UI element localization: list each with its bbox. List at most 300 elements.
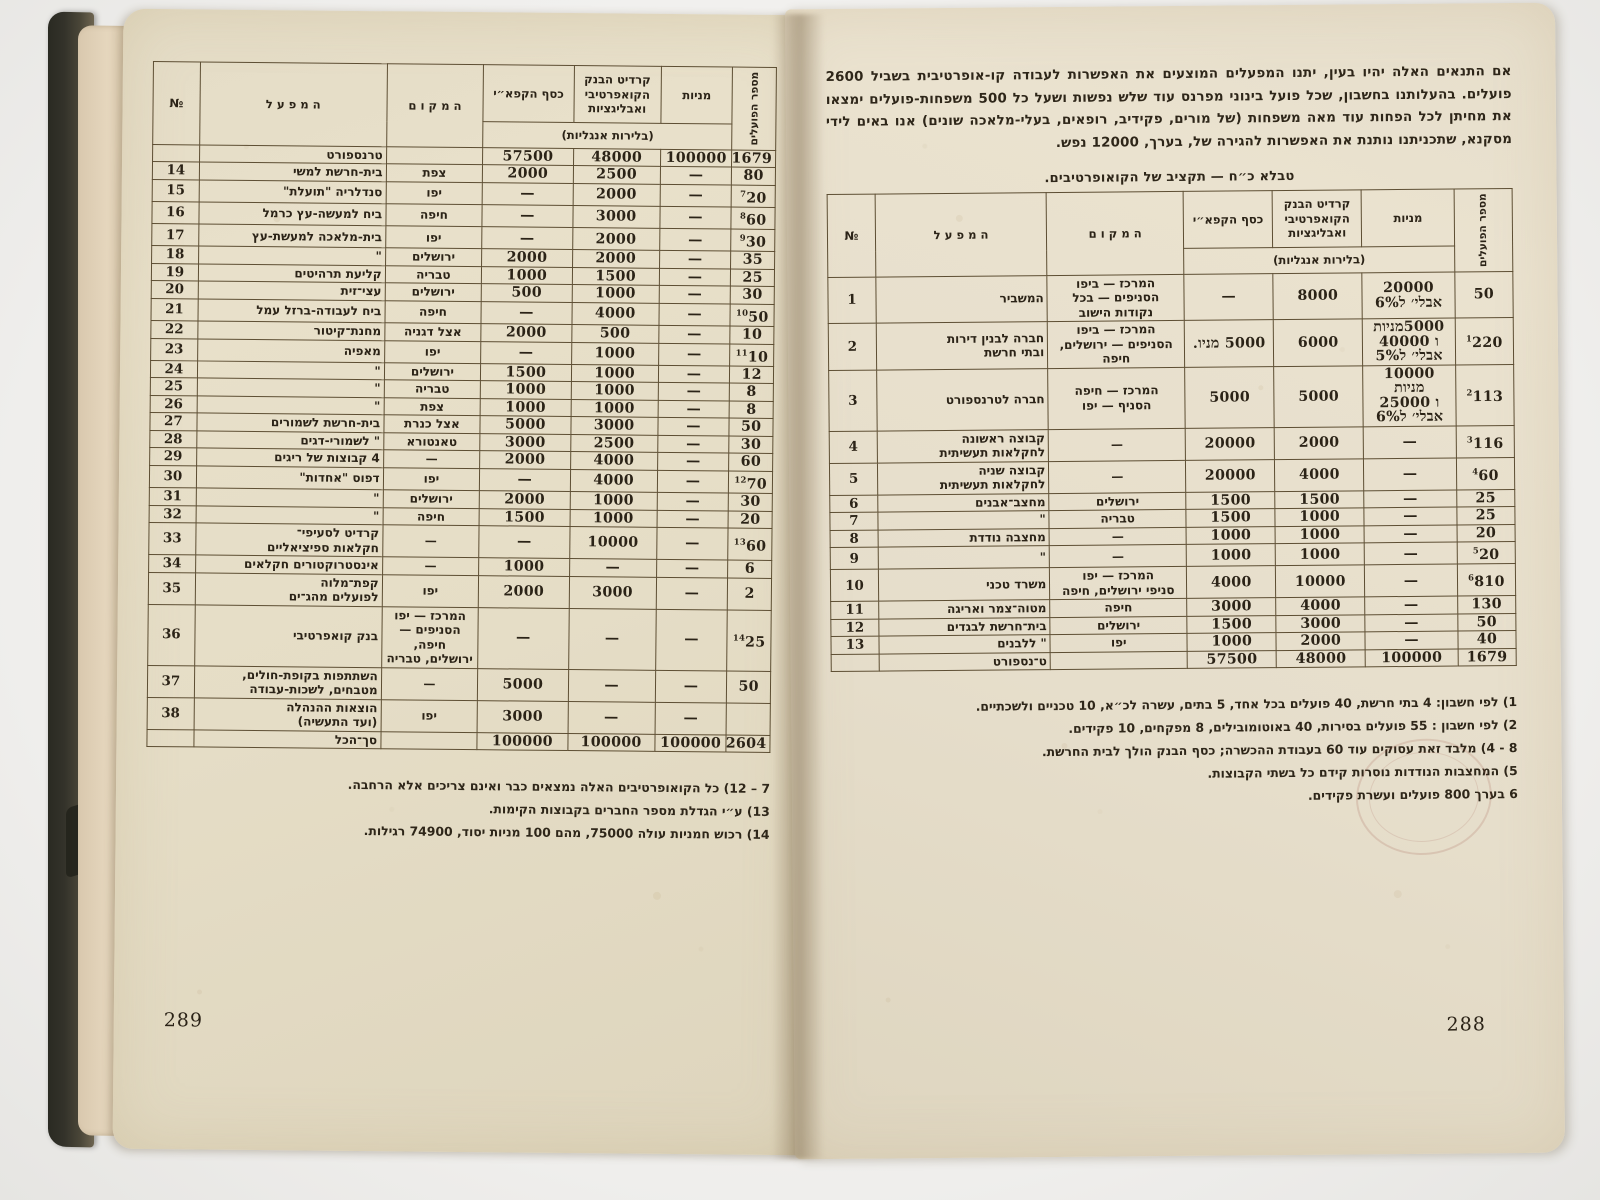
cell-bank-credit: 1000 <box>1275 543 1364 566</box>
cell-number: 30 <box>149 465 196 488</box>
header-shares: מניות <box>1361 189 1454 247</box>
cell-fund-money: 4000 <box>1187 566 1276 599</box>
cell-workers: $^{14}$25 <box>727 610 771 671</box>
cell-enterprise: מטוה־צמר ואריגה <box>879 600 1050 619</box>
cell-enterprise: קרדיט לסעיפי־ חקלאות ספיציאליים <box>195 523 382 557</box>
cell-workers: 40 <box>1458 631 1516 649</box>
cell-bank-credit: 10000 <box>1276 565 1365 598</box>
cell-enterprise: " <box>878 511 1049 530</box>
cell-place: — <box>382 525 479 558</box>
header-workers: מספר הפועלים <box>732 67 776 150</box>
cell-fund-money: 1000 <box>480 399 570 417</box>
book-gutter-shadow <box>772 14 824 1159</box>
cell-workers <box>726 703 770 735</box>
cell-workers: 35 <box>731 252 775 270</box>
cell-enterprise: השתתפות בקופת-חולים, מטבחים, לשכות-עבודה <box>194 666 381 700</box>
cell-bank-credit: 2500 <box>573 166 660 184</box>
cell-shares: — <box>1364 507 1457 525</box>
cell-shares: — <box>1364 542 1457 565</box>
footnote-marker: 5 <box>1472 545 1480 556</box>
cell-place: — <box>382 557 479 575</box>
cell-fund-money: 1000 <box>480 381 570 399</box>
cell-place: טבריה <box>1049 510 1186 529</box>
footnote-marker: 8 <box>739 210 747 221</box>
cell-number: 38 <box>147 697 194 729</box>
cell-workers: 12 <box>730 366 774 384</box>
cell-enterprise: מחצב־אבנים <box>878 493 1049 512</box>
cell-workers: $^{11}$10 <box>730 344 774 367</box>
cell-workers: 25 <box>1457 507 1515 525</box>
cell-bank-credit: 1000 <box>1275 526 1364 544</box>
right-page-content <box>785 3 1565 1160</box>
cell-place: טאנטורא <box>383 433 480 451</box>
cell-place: ירושלים <box>383 490 480 508</box>
cell-number: 37 <box>147 665 194 697</box>
transfer-workers: 1679 <box>732 150 776 168</box>
cell-shares: — <box>656 560 728 578</box>
cell-enterprise: ביח למעשה-עץ כרמל <box>199 202 386 226</box>
cell-enterprise: קפת־מלוה לפועלים מהג־ים <box>195 573 382 607</box>
left-page-content <box>113 9 814 1156</box>
cell-number: 33 <box>149 523 196 555</box>
cell-bank-credit: — <box>568 669 656 702</box>
cell-enterprise: מאפיה <box>197 339 384 363</box>
cell-enterprise: " <box>198 246 385 265</box>
cell-fund-money: 1500 <box>481 364 571 382</box>
paper-foxing-spot <box>273 215 280 222</box>
cell-enterprise: חברה לטרנספורט <box>877 368 1049 430</box>
cell-bank-credit: 1000 <box>571 382 658 400</box>
total-row-shares: 100000 <box>655 734 727 752</box>
cell-place: חיפה <box>386 204 483 227</box>
cell-number: 1 <box>828 277 876 324</box>
transfer-total-row-fund: 57500 <box>1187 651 1276 669</box>
table-row <box>828 271 1513 323</box>
left-footnote-1: 7 – 12) כל הקואופרטיבים האלה נמצאים כבר ואינם צריכים אלא הרחבה. <box>347 777 771 797</box>
cell-fund-money: 5000 <box>478 668 569 701</box>
cell-fund-money: — <box>478 607 569 669</box>
cell-place: יפו <box>385 226 482 249</box>
cell-fund-money: 5000 מניו. <box>1184 320 1273 367</box>
footnote-marker: 7 <box>740 188 747 199</box>
cell-number: 36 <box>148 604 195 665</box>
total-row-fund: 100000 <box>477 732 567 750</box>
cell-workers: 50 <box>1458 614 1516 632</box>
cell-workers: 60 <box>729 453 773 471</box>
cell-shares: — <box>1365 632 1458 650</box>
left-footnote-2: 13) ע״י הגדלת מספר החברים בקבוצות הקימות. <box>488 801 770 820</box>
cell-enterprise: ביח לעבודה-ברזל עמל <box>198 299 385 323</box>
cell-fund-money: 2000 <box>483 165 573 183</box>
cell-bank-credit: 2000 <box>572 228 659 251</box>
cell-enterprise: בית-חרשת לשמורים <box>197 413 384 432</box>
header-units: (בלירות אנגליות) <box>483 122 732 150</box>
right-footnote-4: 5) המחצבות הנודדות נוסרות קידם כל בשתי הקבוצות. <box>1207 763 1518 782</box>
cell-shares: — <box>659 286 731 304</box>
left-table-header-row <box>153 62 777 125</box>
cell-bank-credit: 1000 <box>1275 508 1364 526</box>
cell-place: יפו <box>382 574 479 607</box>
cell-shares: — <box>658 365 730 383</box>
cell-number: 15 <box>152 179 199 202</box>
cell-number: 8 <box>830 530 878 548</box>
cell-shares: — <box>658 343 730 366</box>
cell-workers: $^4$60 <box>1456 457 1514 490</box>
cell-bank-credit: 2000 <box>1274 427 1363 460</box>
cell-place: טבריה <box>384 380 481 398</box>
paper-foxing-spot <box>358 741 364 747</box>
cell-bank-credit: 2000 <box>1276 632 1365 650</box>
cell-shares: — <box>656 528 728 561</box>
cell-workers: 25 <box>731 269 775 287</box>
cell-enterprise: מחצבה נודדת <box>878 528 1049 547</box>
footnote-marker: 14 <box>732 632 746 643</box>
cell-enterprise: 4 קבוצות של ריגים <box>196 448 383 467</box>
cell-bank-credit: 8000 <box>1273 273 1362 320</box>
cell-bank-credit: 3000 <box>1276 615 1365 633</box>
cell-shares: — <box>660 184 732 207</box>
paper-foxing-spot <box>1061 743 1067 749</box>
cell-shares: — <box>1365 565 1458 598</box>
cell-shares: — <box>659 229 731 252</box>
header-workers: מספר הפועלים <box>1454 189 1513 272</box>
cell-fund-money: 3000 <box>480 434 570 452</box>
cell-place: — <box>381 667 478 700</box>
right-footnote-3: 8 - 4) מלבד זאת עסוקים עוד 60 בעבודת ההכשרה; כסף הבנק הולך לבית החרשת. <box>1041 740 1518 760</box>
cell-enterprise: " <box>197 378 384 397</box>
cell-shares: 5000מניות ו 40000 אבלי׳ ל5% <box>1363 318 1456 365</box>
left-budget-table <box>146 61 777 753</box>
cell-fund-money: 1500 <box>1186 509 1275 527</box>
paper-foxing-spot <box>1393 890 1401 898</box>
right-table-body <box>828 271 1516 672</box>
cell-enterprise: הוצאות ההנהלה (ועד התעשיה) <box>194 698 381 732</box>
cell-bank-credit: 6000 <box>1273 319 1362 366</box>
cell-bank-credit: 4000 <box>570 452 657 470</box>
cell-fund-money: 2000 <box>480 451 570 469</box>
cell-workers: $^{12}$70 <box>729 471 773 494</box>
footnote-marker: 12 <box>734 474 747 485</box>
total-row-credit: 100000 <box>567 733 654 751</box>
cell-bank-credit: 3000 <box>569 576 657 609</box>
footnote-marker: 3 <box>1466 434 1474 445</box>
paper-foxing-spot <box>653 892 661 900</box>
table-row <box>828 318 1513 370</box>
paper-foxing-spot <box>1258 385 1263 390</box>
cell-number: 23 <box>151 338 198 361</box>
cell-bank-credit: 1000 <box>571 364 658 382</box>
cell-place: המרכז — יפו סניפי ירושלים, חיפה <box>1050 567 1187 600</box>
footnote-marker: 2 <box>1466 387 1473 398</box>
transfer-total-row-shares: 100000 <box>1365 649 1458 667</box>
cell-fund-money: 500 <box>481 284 571 302</box>
cell-shares: — <box>658 383 730 401</box>
cell-fund-money: 1000 <box>482 267 572 285</box>
cell-shares: 20000 אבלי׳ ל6% <box>1362 272 1455 319</box>
cell-enterprise: בית-מלאכה למעשת-עץ <box>198 224 385 248</box>
cell-shares: — <box>657 493 729 511</box>
cell-fund-money: — <box>482 205 573 228</box>
header-enterprise: ה מ פ ע ל <box>875 193 1047 277</box>
cell-place: אצל כנרת <box>384 415 481 433</box>
cell-enterprise: " <box>197 361 384 380</box>
right-budget-table <box>827 188 1517 672</box>
cell-enterprise: קבוצה שניה לחקלאות תעשיתית <box>877 461 1049 494</box>
cell-workers: 6 <box>728 560 772 578</box>
cell-fund-money: 1000 <box>1187 633 1276 651</box>
cell-workers: $^7$20 <box>732 185 776 208</box>
cell-fund-money: — <box>482 227 573 250</box>
cell-number: 12 <box>831 619 879 637</box>
cell-number: 24 <box>150 360 197 378</box>
cell-place: — <box>383 450 480 468</box>
cell-place: חיפה <box>1050 599 1187 618</box>
transfer-total-row-workers: 1679 <box>1458 649 1516 667</box>
cell-number: 4 <box>829 431 877 463</box>
cell-place: — <box>1049 545 1186 568</box>
cell-shares: — <box>1364 458 1457 491</box>
cell-place: — <box>1049 460 1186 493</box>
cell-shares: — <box>658 418 730 436</box>
cell-workers: 130 <box>1457 596 1515 614</box>
cell-workers: 10 <box>730 326 774 344</box>
cell-workers: 20 <box>1457 524 1515 542</box>
footnote-marker: 1 <box>1465 333 1473 344</box>
left-page-notes <box>146 773 771 845</box>
right-page <box>785 3 1565 1160</box>
cell-workers: 30 <box>731 287 775 305</box>
cell-shares: — <box>660 167 732 185</box>
cell-shares: — <box>660 206 732 229</box>
cell-workers: $^{10}$50 <box>730 304 774 327</box>
cell-enterprise: בית-חרשת למשי <box>199 162 386 181</box>
cell-number: 35 <box>148 572 195 604</box>
transfer-number <box>153 144 200 162</box>
cell-workers: 8 <box>729 401 773 419</box>
cell-number: 32 <box>149 505 196 523</box>
cell-enterprise: המשביר <box>876 275 1048 323</box>
header-place: ה מ ק ו ם <box>386 64 483 148</box>
cell-fund-money: 1000 <box>479 558 569 576</box>
cell-number: 28 <box>150 430 197 448</box>
cell-fund-money: 1000 <box>1186 526 1275 544</box>
total-row-place <box>381 731 478 749</box>
cell-place: יפו <box>383 468 480 491</box>
cell-enterprise: משרד טכני <box>878 568 1050 601</box>
transfer-shares: 100000 <box>660 149 732 167</box>
cell-shares: — <box>657 453 729 471</box>
cell-number: 16 <box>152 201 199 224</box>
cell-fund-money: 3000 <box>477 700 568 733</box>
cell-number: 19 <box>151 263 198 281</box>
cell-bank-credit: 4000 <box>1276 597 1365 615</box>
cell-workers: 2 <box>728 578 772 610</box>
cell-number: 2 <box>828 323 876 370</box>
left-page <box>113 9 814 1156</box>
right-footnote-1: 1) לפי חשבון: 4 בתי חרשת, 40 פועלים בכל אחד, 5 בתים, עשרה לכ״א, 10 טכניים ולשכתיים. <box>975 694 1518 715</box>
left-footnote-3: 14) רכוש חמניות עולה 75000, מהם 100 מניות יסוד, 74900 רגילות. <box>363 823 770 843</box>
transfer-total-row-label: ט־נספורט <box>879 653 1050 672</box>
cell-number: 18 <box>152 246 199 264</box>
cell-workers: $^1$220 <box>1455 318 1514 365</box>
cell-enterprise: עצי־זית <box>198 281 385 300</box>
total-row-workers: 2604 <box>726 735 770 753</box>
cell-workers: $^9$30 <box>731 229 775 252</box>
footnote-marker: 10 <box>735 307 749 318</box>
cell-fund-money: 2000 <box>478 575 569 608</box>
cell-fund-money: 20000 <box>1185 427 1274 460</box>
cell-shares: — <box>657 470 729 493</box>
table-row <box>829 364 1515 431</box>
transfer-total-row-number <box>831 654 879 672</box>
cell-fund-money: — <box>480 469 571 492</box>
transfer-total-row-place <box>1050 651 1187 670</box>
cell-shares: — <box>655 670 727 703</box>
cell-number: 11 <box>831 602 879 620</box>
header-fund-money: כסף הקפא״י <box>1183 191 1273 249</box>
cell-bank-credit: 500 <box>571 325 658 343</box>
cell-workers: 30 <box>729 436 773 454</box>
cell-place: המרכז — חיפה הסניף — יפו <box>1048 367 1186 429</box>
cell-fund-money: 2000 <box>481 324 571 342</box>
cell-workers: 80 <box>732 167 776 185</box>
table-caption: טבלא כ״ח — תקציב של הקואופרטיבים. <box>1044 168 1295 187</box>
footnote-marker: 6 <box>1468 572 1475 583</box>
cell-enterprise: " <box>878 546 1049 570</box>
cell-place: — <box>1048 428 1185 461</box>
cell-place: המרכז — יפו הסניפים — חיפה, ירושלים, טבריה <box>381 606 478 668</box>
cell-fund-money: 1500 <box>479 508 569 526</box>
right-footnote-2: 2) לפי חשבון : 55 פועלים בסירות, 40 באוטומובילים, 8 מפקחים, 10 פקידים. <box>1068 717 1518 737</box>
cell-fund-money: 2000 <box>482 249 572 267</box>
cell-place: ירושלים <box>1050 616 1187 635</box>
cell-place: יפו <box>1050 634 1187 653</box>
cell-shares: 10000 מניות ו 25000 אבלי׳ ל6% <box>1363 365 1456 427</box>
cell-shares: — <box>655 609 727 671</box>
cell-workers: 30 <box>729 493 773 511</box>
cell-workers: 20 <box>728 511 772 529</box>
cell-place: יפו <box>386 181 483 204</box>
cell-place: ירושלים <box>385 283 482 301</box>
cell-shares: — <box>656 577 728 610</box>
header-number: № <box>827 194 876 277</box>
cell-fund-money: 2000 <box>479 491 569 509</box>
cell-shares: — <box>1364 490 1457 508</box>
cell-enterprise: " <box>196 506 383 525</box>
cell-place: חיפה <box>385 301 482 324</box>
cell-bank-credit: 2500 <box>570 434 657 452</box>
cell-number: 7 <box>830 512 878 530</box>
cell-bank-credit: — <box>569 559 656 577</box>
right-table-header-row <box>827 189 1512 252</box>
header-fund-money: כסף הקפא״י <box>483 65 574 123</box>
cell-workers: 8 <box>730 383 774 401</box>
cell-shares: — <box>657 510 729 528</box>
cell-enterprise: סנדלריה "תועלת" <box>199 180 386 204</box>
cell-number: 3 <box>829 370 877 431</box>
transfer-label: טרנספורט <box>199 145 386 164</box>
cell-bank-credit: 2000 <box>573 183 660 206</box>
footnote-marker: 13 <box>733 536 747 547</box>
cell-place: יפו <box>384 340 481 363</box>
cell-number: 9 <box>830 547 878 570</box>
cell-enterprise: קבוצה ראשונה לחקלאות תעשיתית <box>877 429 1049 462</box>
cell-number: 34 <box>149 555 196 573</box>
cell-shares: — <box>1363 426 1456 459</box>
cell-bank-credit: 4000 <box>572 302 659 325</box>
open-book <box>48 4 1568 1184</box>
intro-paragraph: אם התנאים האלה יהיו בעין, יתנו המפעלים המוצעים את האפשרות לעבודה קו-אופרטיבית בשביל 2600 פועלים. בהעלותנו בחשבון, שכל פועל בינוני מפרנס עוד שלש נפשות ושעל כל 500 משפחות-פועלים ימצאו את מחיתן לכל הפחות עוד מאה משפחות (של מורים, פקידיב, רופאים, בעלי-מלאכה שונים) אנו באים לידי מסקנא, שתכניתנו נותנת את האפשרות להגירה של, בערך, 12000 נפש. <box>825 64 1513 151</box>
cell-enterprise: " <box>197 396 384 415</box>
cell-number: 17 <box>152 224 199 247</box>
cell-bank-credit: 4000 <box>570 469 657 492</box>
cell-number: 21 <box>151 298 198 321</box>
cell-place: צפת <box>386 164 483 182</box>
cell-enterprise: בנק קואפרטיבי <box>194 605 381 668</box>
footnote-marker: 9 <box>739 232 746 243</box>
cell-workers: $^2$113 <box>1455 364 1514 426</box>
cell-workers: $^{13}$60 <box>728 528 772 560</box>
cell-fund-money: — <box>479 526 570 559</box>
cell-place: אצל דגניה <box>384 323 481 341</box>
cell-bank-credit: 1500 <box>572 267 659 285</box>
cell-number: 10 <box>830 570 878 602</box>
cell-number: 25 <box>150 378 197 396</box>
total-row-number <box>147 729 194 747</box>
cell-fund-money: 1000 <box>1186 544 1275 567</box>
cell-fund-money: — <box>481 302 572 325</box>
cell-fund-money: — <box>481 341 572 364</box>
cell-place: המרכז — ביפו הסניפים — ירושלים, חיפה <box>1047 321 1184 369</box>
cell-workers: $^3$116 <box>1456 425 1514 458</box>
cell-place: ירושלים <box>1049 492 1186 511</box>
header-units: (בלירות אנגליות) <box>1184 246 1455 274</box>
cell-bank-credit: 1000 <box>570 492 657 510</box>
cell-shares: — <box>657 435 729 453</box>
cell-shares: — <box>659 326 731 344</box>
cell-shares: — <box>659 251 731 269</box>
left-table-body <box>147 144 776 752</box>
header-place: ה מ ק ו ם <box>1046 191 1184 275</box>
cell-fund-money: — <box>1184 273 1273 320</box>
cell-bank-credit: 10000 <box>569 527 657 560</box>
cell-enterprise: קליעת תרהיטים <box>198 264 385 283</box>
cell-fund-money: 1500 <box>1186 491 1275 509</box>
footnote-marker: 4 <box>1472 465 1479 477</box>
cell-fund-money: 20000 <box>1186 459 1275 492</box>
cell-place: ירושלים <box>385 248 482 266</box>
right-page-number: 288 <box>1446 1013 1486 1036</box>
cell-enterprise: " <box>196 488 383 507</box>
total-row-label: סך־הכל <box>194 730 381 749</box>
cell-workers: 50 <box>1455 271 1514 318</box>
cell-number: 6 <box>830 495 878 513</box>
cell-bank-credit: 2000 <box>572 250 659 268</box>
table-row <box>148 604 772 671</box>
cell-place: — <box>1049 527 1186 546</box>
cell-place: צפת <box>384 398 481 416</box>
cell-place: חיפה <box>383 507 480 525</box>
cell-shares: — <box>659 268 731 286</box>
cell-number: 13 <box>831 637 879 655</box>
cell-number: 29 <box>150 448 197 466</box>
cell-number: 22 <box>151 321 198 339</box>
cell-enterprise: מחנת־קיטור <box>198 321 385 340</box>
cell-bank-credit: 5000 <box>1274 366 1364 428</box>
cell-enterprise: בית־חרשת לבגדים <box>879 618 1050 637</box>
cell-place: ירושלים <box>384 363 481 381</box>
cell-place: טבריה <box>385 266 482 284</box>
